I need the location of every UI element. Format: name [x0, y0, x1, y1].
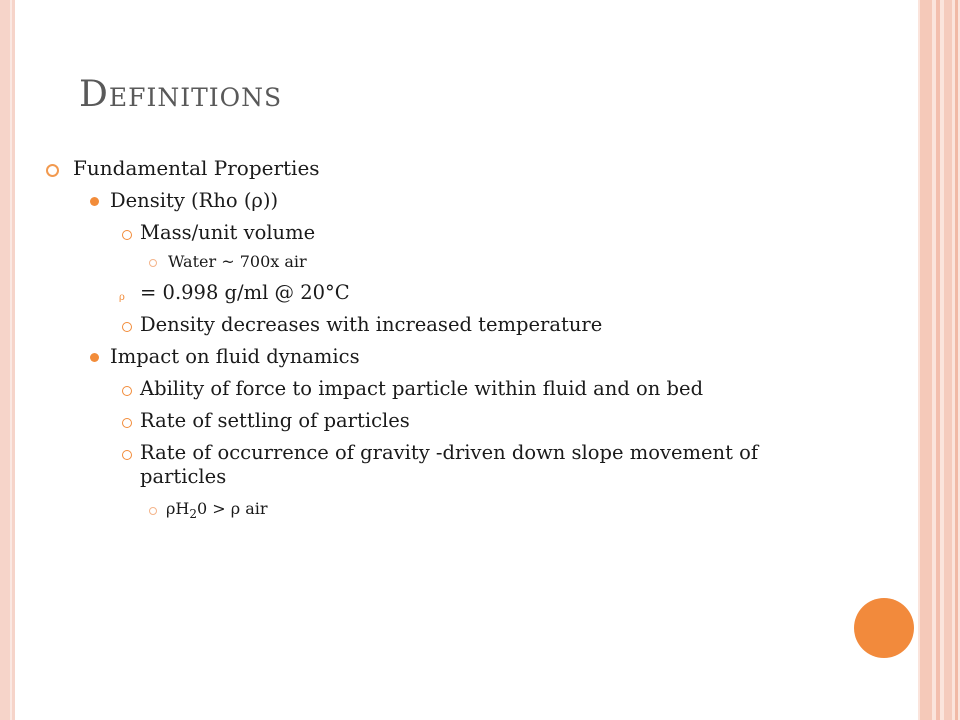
bullet-text-l3: Ability of force to impact particle within fluid and on bed [140, 377, 704, 400]
bullet-text-l4: Water ~ 700x air [168, 252, 307, 271]
bullet-text-l2: Density (Rho (ρ)) [110, 189, 279, 212]
bullet-text-l3-continued: particles [140, 465, 227, 488]
formula-subscript: 2 [189, 507, 197, 522]
bullet-text-l1: Fundamental Properties [73, 156, 320, 180]
bullet-dot-icon [90, 197, 99, 206]
bullet-ring-icon [122, 386, 132, 396]
bullet-ring-icon [122, 450, 132, 460]
right-stripe [920, 0, 932, 720]
bullet-text-l3: Rate of settling of particles [140, 409, 410, 432]
rho-bullet-icon: ρ [119, 292, 125, 303]
bullet-text-l3: Rate of occurrence of gravity -driven down slope movement of [140, 441, 759, 464]
right-stripe [936, 0, 940, 720]
decorative-circle [854, 598, 914, 658]
bullet-ring-icon [122, 322, 132, 332]
bullet-ring-icon [46, 164, 59, 177]
slide-title: Definitions [79, 74, 283, 115]
formula-text [166, 499, 268, 521]
bullet-text-l3: Density decreases with increased temperature [140, 313, 603, 336]
right-stripe [944, 0, 952, 720]
formula-h: H [175, 499, 190, 518]
bullet-text-l2: Impact on fluid dynamics [110, 345, 360, 368]
bullet-text-l3: = 0.998 g/ml @ 20°C [140, 281, 350, 304]
bullet-ring-icon [122, 418, 132, 428]
bullet-small-ring-icon [149, 507, 157, 515]
bullet-ring-icon [122, 230, 132, 240]
left-border [0, 0, 15, 720]
bullet-text-l3: Mass/unit volume [140, 221, 316, 244]
bullet-dot-icon [90, 353, 99, 362]
formula-rest: 0 > ρ air [197, 499, 268, 518]
bullet-small-ring-icon [149, 259, 157, 267]
rho-symbol: ρ [166, 499, 176, 518]
right-stripe [955, 0, 958, 720]
